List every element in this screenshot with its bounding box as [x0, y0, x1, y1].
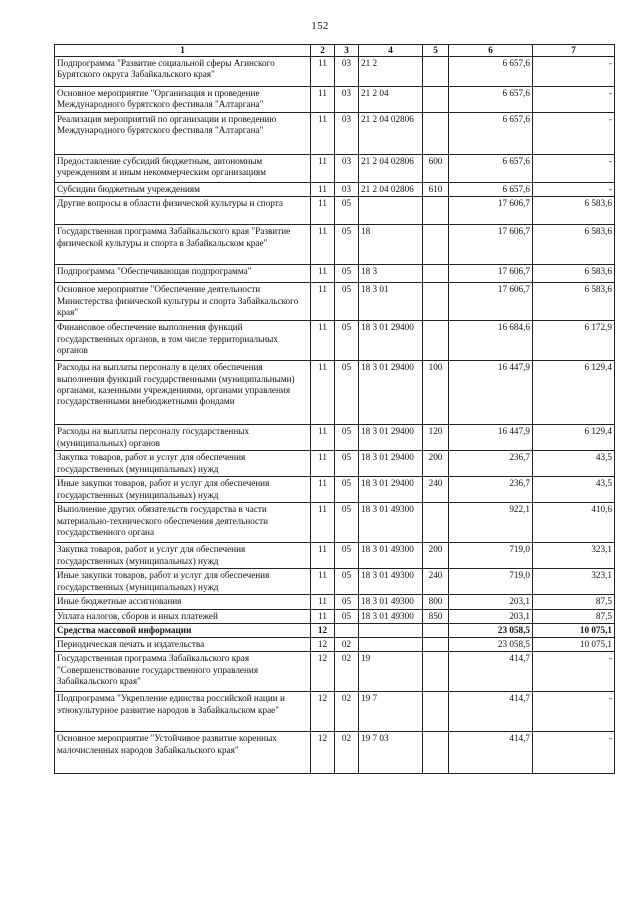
row-amount-subvention: -: [533, 652, 615, 692]
row-section: 11: [311, 57, 335, 87]
table-row: [55, 732, 615, 774]
row-amount-total: 719,0: [449, 543, 533, 569]
row-expense-type: [423, 638, 449, 652]
table-row: [55, 569, 615, 595]
table-header-row: [55, 45, 615, 57]
row-amount-subvention: -: [533, 87, 615, 113]
row-subsection: 02: [335, 732, 359, 774]
header-col-1: 1: [55, 45, 311, 57]
row-section: 11: [311, 595, 335, 609]
row-name: Уплата налогов, сборов и иных платежей: [55, 609, 311, 623]
row-amount-total: 203,1: [449, 609, 533, 623]
row-target-code: 18 3 01 29400: [359, 477, 423, 503]
table-row: [55, 543, 615, 569]
row-name: Основное мероприятие "Организация и проведение Международного бурятского фестиваля "Алтаргана": [55, 87, 311, 113]
row-subsection: 05: [335, 197, 359, 225]
row-expense-type: 800: [423, 595, 449, 609]
row-target-code: 18 3 01 29400: [359, 361, 423, 425]
row-target-code: 18 3 01 29400: [359, 425, 423, 451]
row-target-code: 18 3 01 49300: [359, 595, 423, 609]
row-amount-subvention: -: [533, 155, 615, 183]
row-name: Государственная программа Забайкальского края "Совершенствование государственного управления Забайкальского края": [55, 652, 311, 692]
row-name: Иные бюджетные ассигнования: [55, 595, 311, 609]
row-amount-subvention: 43,5: [533, 477, 615, 503]
row-amount-total: 17 606,7: [449, 225, 533, 265]
table-row: [55, 113, 615, 155]
row-expense-type: [423, 283, 449, 321]
row-section: 11: [311, 477, 335, 503]
row-expense-type: [423, 87, 449, 113]
row-subsection: 02: [335, 638, 359, 652]
table-row: [55, 638, 615, 652]
row-amount-subvention: 6 583,6: [533, 283, 615, 321]
row-subsection: 05: [335, 321, 359, 361]
row-name: Иные закупки товаров, работ и услуг для обеспечения государственных (муниципальных) нужд: [55, 477, 311, 503]
row-name: Периодическая печать и издательства: [55, 638, 311, 652]
row-subsection: 03: [335, 183, 359, 197]
row-amount-subvention: -: [533, 692, 615, 732]
row-target-code: 18 3 01 49300: [359, 569, 423, 595]
row-name: Расходы на выплаты персоналу в целях обеспечения выполнения функций государственными (муниципальными) органами, казенными учреждениями, органами управления государственными внебюджетными фондами: [55, 361, 311, 425]
row-expense-type: [423, 57, 449, 87]
row-amount-total: 6 657,6: [449, 87, 533, 113]
table-row: [55, 321, 615, 361]
row-name: Подпрограмма "Развитие социальной сферы Агинского Бурятского округа Забайкальского края": [55, 57, 311, 87]
row-amount-total: 922,1: [449, 503, 533, 543]
header-col-4: 4: [359, 45, 423, 57]
row-name: Основное мероприятие "Устойчивое развитие коренных малочисленных народов Забайкальского края": [55, 732, 311, 774]
table-row: [55, 609, 615, 623]
row-amount-total: 414,7: [449, 652, 533, 692]
row-section: 11: [311, 197, 335, 225]
row-expense-type: [423, 225, 449, 265]
row-target-code: 18 3 01 49300: [359, 609, 423, 623]
row-subsection: 03: [335, 57, 359, 87]
row-section: 12: [311, 638, 335, 652]
table-row: [55, 155, 615, 183]
row-amount-total: 6 657,6: [449, 183, 533, 197]
header-col-3: 3: [335, 45, 359, 57]
table-row: [55, 361, 615, 425]
row-amount-total: 6 657,6: [449, 155, 533, 183]
row-amount-subvention: 43,5: [533, 451, 615, 477]
row-expense-type: [423, 652, 449, 692]
row-section: 11: [311, 155, 335, 183]
row-amount-total: 17 606,7: [449, 283, 533, 321]
row-name: Расходы на выплаты персоналу государственных (муниципальных) органов: [55, 425, 311, 451]
row-section: 11: [311, 87, 335, 113]
row-amount-subvention: -: [533, 732, 615, 774]
header-col-6: 6: [449, 45, 533, 57]
row-subsection: 02: [335, 652, 359, 692]
row-expense-type: 610: [423, 183, 449, 197]
row-target-code: 21 2 04 02806: [359, 155, 423, 183]
row-section: 12: [311, 652, 335, 692]
row-target-code: 21 2 04 02806: [359, 183, 423, 197]
row-target-code: 18 3 01: [359, 283, 423, 321]
row-expense-type: 850: [423, 609, 449, 623]
row-name: Реализация мероприятий по организации и проведению Международного бурятского фестиваля "Алтаргана": [55, 113, 311, 155]
table-row: [55, 425, 615, 451]
row-amount-total: 23 058,5: [449, 638, 533, 652]
row-section: 11: [311, 225, 335, 265]
row-amount-subvention: 410,6: [533, 503, 615, 543]
row-expense-type: 120: [423, 425, 449, 451]
table-row: [55, 225, 615, 265]
row-amount-total: 6 657,6: [449, 57, 533, 87]
header-col-2: 2: [311, 45, 335, 57]
row-amount-subvention: 10 075,1: [533, 638, 615, 652]
row-section: 11: [311, 265, 335, 283]
row-target-code: [359, 638, 423, 652]
row-amount-total: 236,7: [449, 477, 533, 503]
row-target-code: [359, 197, 423, 225]
row-name: Основное мероприятие "Обеспечение деятельности Министерства физической культуры и спорта Забайкальского края": [55, 283, 311, 321]
table-row: [55, 595, 615, 609]
table-row: [55, 692, 615, 732]
table-row: [55, 183, 615, 197]
row-target-code: 19: [359, 652, 423, 692]
row-amount-subvention: 6 583,6: [533, 197, 615, 225]
row-name: Государственная программа Забайкальского края "Развитие физической культуры и спорта в Забайкальском крае": [55, 225, 311, 265]
row-expense-type: 240: [423, 477, 449, 503]
row-section: 11: [311, 451, 335, 477]
row-name: Другие вопросы в области физической культуры и спорта: [55, 197, 311, 225]
row-section: 11: [311, 321, 335, 361]
table-row: [55, 283, 615, 321]
row-section: 11: [311, 569, 335, 595]
row-amount-total: 16 447,9: [449, 361, 533, 425]
row-section: 12: [311, 623, 335, 637]
row-target-code: 18 3: [359, 265, 423, 283]
table-row: [55, 652, 615, 692]
row-subsection: [335, 623, 359, 637]
table-row: [55, 623, 615, 637]
row-section: 11: [311, 183, 335, 197]
row-subsection: 02: [335, 692, 359, 732]
row-amount-total: 236,7: [449, 451, 533, 477]
row-amount-subvention: -: [533, 183, 615, 197]
row-expense-type: [423, 503, 449, 543]
row-name: Подпрограмма "Обеспечивающая подпрограмма": [55, 265, 311, 283]
table-row: [55, 503, 615, 543]
row-amount-subvention: 6 583,6: [533, 265, 615, 283]
row-target-code: 18 3 01 29400: [359, 321, 423, 361]
row-amount-subvention: 6 129,4: [533, 425, 615, 451]
row-amount-subvention: 6 583,6: [533, 225, 615, 265]
row-target-code: 18: [359, 225, 423, 265]
header-col-7: 7: [533, 45, 615, 57]
table-row: [55, 477, 615, 503]
row-target-code: 18 3 01 49300: [359, 543, 423, 569]
row-section: 11: [311, 361, 335, 425]
row-name: Иные закупки товаров, работ и услуг для обеспечения государственных (муниципальных) нужд: [55, 569, 311, 595]
row-expense-type: [423, 265, 449, 283]
row-subsection: 05: [335, 225, 359, 265]
row-subsection: 03: [335, 155, 359, 183]
table-row: [55, 87, 615, 113]
row-amount-total: 203,1: [449, 595, 533, 609]
row-expense-type: [423, 732, 449, 774]
row-expense-type: [423, 692, 449, 732]
row-amount-total: 414,7: [449, 692, 533, 732]
row-name: Предоставление субсидий бюджетным, автономным учреждениям и иным некоммерческим организациям: [55, 155, 311, 183]
row-expense-type: 200: [423, 543, 449, 569]
row-section: 11: [311, 283, 335, 321]
header-col-5: 5: [423, 45, 449, 57]
row-subsection: 05: [335, 609, 359, 623]
row-amount-subvention: 6 129,4: [533, 361, 615, 425]
row-amount-total: 719,0: [449, 569, 533, 595]
row-name: Подпрограмма "Укрепление единства российской нации и этнокультурное развитие народов в Забайкальском крае": [55, 692, 311, 732]
row-subsection: 05: [335, 477, 359, 503]
budget-table: [54, 44, 615, 774]
row-target-code: 21 2 04: [359, 87, 423, 113]
row-subsection: 05: [335, 569, 359, 595]
table-row: [55, 265, 615, 283]
row-expense-type: 600: [423, 155, 449, 183]
row-amount-total: 17 606,7: [449, 265, 533, 283]
table-row: [55, 451, 615, 477]
row-subsection: 05: [335, 425, 359, 451]
row-section: 11: [311, 609, 335, 623]
row-target-code: [359, 623, 423, 637]
row-section: 11: [311, 503, 335, 543]
row-subsection: 05: [335, 361, 359, 425]
row-amount-subvention: 87,5: [533, 609, 615, 623]
row-expense-type: 240: [423, 569, 449, 595]
row-amount-total: 23 058,5: [449, 623, 533, 637]
row-section: 12: [311, 692, 335, 732]
row-subsection: 05: [335, 543, 359, 569]
row-section: 11: [311, 425, 335, 451]
row-expense-type: [423, 623, 449, 637]
row-target-code: 21 2 04 02806: [359, 113, 423, 155]
row-subsection: 05: [335, 283, 359, 321]
row-subsection: 03: [335, 87, 359, 113]
row-expense-type: [423, 113, 449, 155]
row-expense-type: 200: [423, 451, 449, 477]
row-amount-subvention: 10 075,1: [533, 623, 615, 637]
row-amount-subvention: 323,1: [533, 543, 615, 569]
row-name: Закупка товаров, работ и услуг для обеспечения государственных (муниципальных) нужд: [55, 451, 311, 477]
row-target-code: 19 7: [359, 692, 423, 732]
row-subsection: 05: [335, 595, 359, 609]
row-target-code: 19 7 03: [359, 732, 423, 774]
row-section: 11: [311, 113, 335, 155]
row-expense-type: [423, 197, 449, 225]
row-amount-subvention: -: [533, 57, 615, 87]
row-subsection: 05: [335, 503, 359, 543]
table-row: [55, 57, 615, 87]
row-name: Финансовое обеспечение выполнения функций государственных органов, в том числе территориальных органов: [55, 321, 311, 361]
row-target-code: 21 2: [359, 57, 423, 87]
row-name: Субсидии бюджетным учреждениям: [55, 183, 311, 197]
row-amount-total: 16 684,6: [449, 321, 533, 361]
row-expense-type: 100: [423, 361, 449, 425]
row-amount-total: 6 657,6: [449, 113, 533, 155]
row-target-code: 18 3 01 29400: [359, 451, 423, 477]
row-amount-total: 16 447,9: [449, 425, 533, 451]
row-target-code: 18 3 01 49300: [359, 503, 423, 543]
row-amount-subvention: 6 172,9: [533, 321, 615, 361]
row-section: 12: [311, 732, 335, 774]
row-name: Закупка товаров, работ и услуг для обеспечения государственных (муниципальных) нужд: [55, 543, 311, 569]
row-section: 11: [311, 543, 335, 569]
row-expense-type: [423, 321, 449, 361]
row-subsection: 05: [335, 451, 359, 477]
table-row: [55, 197, 615, 225]
row-name: Средства массовой информации: [55, 623, 311, 637]
row-name: Выполнение других обязательств государства в части материально-технического обеспечения деятельности государственного органа: [55, 503, 311, 543]
row-amount-subvention: 87,5: [533, 595, 615, 609]
page-number: 152: [311, 20, 329, 32]
row-amount-total: 17 606,7: [449, 197, 533, 225]
row-amount-subvention: -: [533, 113, 615, 155]
row-subsection: 03: [335, 113, 359, 155]
row-subsection: 05: [335, 265, 359, 283]
row-amount-subvention: 323,1: [533, 569, 615, 595]
row-amount-total: 414,7: [449, 732, 533, 774]
